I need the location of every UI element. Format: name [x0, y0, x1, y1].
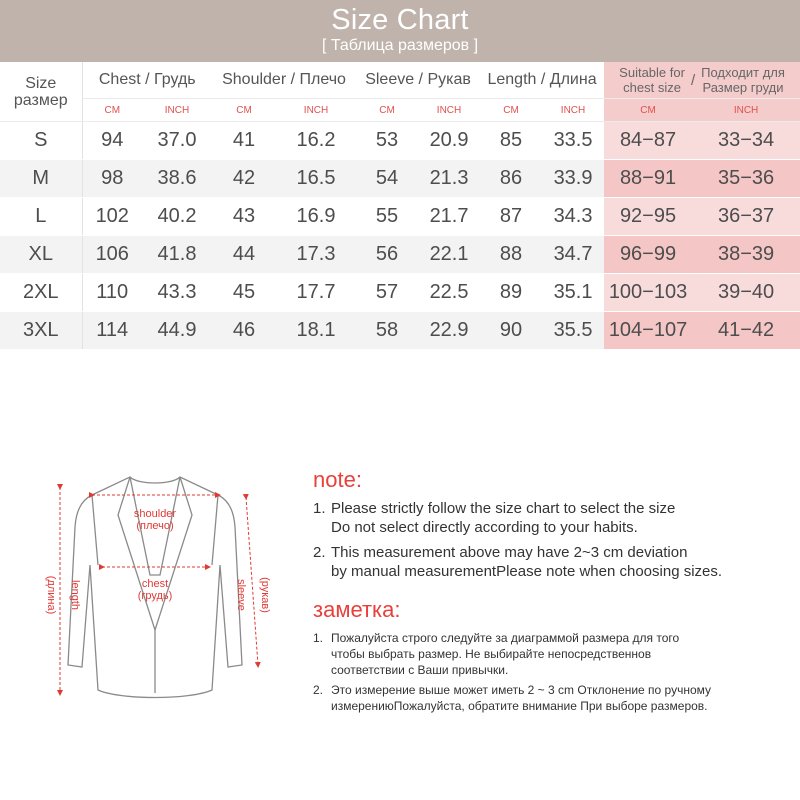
cell-shoulder-cm: 43 [212, 198, 276, 236]
cell-fit-in: 33−34 [692, 122, 800, 160]
cell-sleeve-cm: 56 [356, 236, 418, 274]
cell-chest-in: 40.2 [142, 198, 212, 236]
units-row [0, 99, 800, 122]
cell-size: XL [0, 236, 82, 274]
cell-length-cm: 85 [480, 122, 542, 160]
cell-sleeve-cm: 54 [356, 160, 418, 198]
cell-sleeve-in: 21.3 [418, 160, 480, 198]
chest-ru-label: (грудь) [137, 590, 173, 602]
cell-chest-in: 43.3 [142, 274, 212, 312]
ru-note-item-2: 2. Это измерение выше может иметь 2 ~ 3 cm Отклонение по ручному измерениюПожалуйста, обратите внимание При выборе размеров. [313, 683, 712, 713]
shoulder-label: shoulder [133, 508, 177, 520]
table-row [0, 122, 800, 160]
sleeve-column-header: Sleeve / Рукав [356, 62, 480, 99]
cell-shoulder-cm: 46 [212, 312, 276, 350]
note-item-2: 2. This measurement above may have 2~3 cm deviation by manual measurementPlease note when choosing sizes. [313, 544, 723, 580]
cell-fit-cm: 100−103 [604, 274, 692, 312]
cell-fit-in: 39−40 [692, 274, 800, 312]
cell-fit-cm: 88−91 [604, 160, 692, 198]
cell-length-cm: 86 [480, 160, 542, 198]
cell-chest-cm: 98 [82, 160, 142, 198]
ru-note-title: заметка: [313, 597, 401, 622]
shoulder-ru-label: (плечо) [136, 520, 174, 532]
cell-chest-cm: 106 [82, 236, 142, 274]
cell-length-cm: 90 [480, 312, 542, 350]
cell-size: S [0, 122, 82, 160]
table-row [0, 160, 800, 198]
unit-cm: CM [480, 99, 542, 122]
cell-sleeve-cm: 53 [356, 122, 418, 160]
chest-column-header: Chest / Грудь [82, 62, 212, 99]
size-column-header: Size размер [0, 62, 82, 122]
length-ru-label: (длина) [45, 575, 57, 615]
cell-fit-cm: 104−107 [604, 312, 692, 350]
cell-shoulder-in: 16.2 [276, 122, 356, 160]
note-item-1: 1. Please strictly follow the size chart to select the size Do not select directly according to your habits. [313, 500, 676, 536]
unit-inch: INCH [276, 99, 356, 122]
suitable-en-label: Suitable for chest size [619, 65, 685, 95]
length-label: length [69, 580, 81, 610]
table-row [0, 198, 800, 236]
cell-length-in: 33.9 [542, 160, 604, 198]
note-title: note: [313, 467, 362, 492]
cell-chest-cm: 94 [82, 122, 142, 160]
size-chart-header [0, 0, 800, 62]
jacket-measurement-diagram [30, 455, 280, 730]
shoulder-column-header: Shoulder / Плечо [212, 62, 356, 99]
cell-shoulder-cm: 44 [212, 236, 276, 274]
unit-inch: INCH [142, 99, 212, 122]
suitable-chest-column-header [604, 62, 800, 99]
cell-shoulder-cm: 42 [212, 160, 276, 198]
length-column-header: Length / Длина [480, 62, 604, 99]
cell-shoulder-in: 18.1 [276, 312, 356, 350]
cell-sleeve-in: 22.5 [418, 274, 480, 312]
sleeve-ru-label: (рукав) [259, 577, 271, 613]
cell-size: M [0, 160, 82, 198]
suitable-ru-label: Подходит для Размер груди [701, 65, 785, 95]
cell-length-cm: 87 [480, 198, 542, 236]
cell-length-in: 35.5 [542, 312, 604, 350]
sleeve-label: sleeve [235, 579, 247, 611]
cell-sleeve-cm: 55 [356, 198, 418, 236]
cell-sleeve-cm: 58 [356, 312, 418, 350]
unit-cm: CM [82, 99, 142, 122]
cell-fit-cm: 92−95 [604, 198, 692, 236]
cell-chest-in: 38.6 [142, 160, 212, 198]
cell-chest-cm: 114 [82, 312, 142, 350]
chest-label: chest [141, 578, 169, 590]
cell-length-in: 33.5 [542, 122, 604, 160]
table-row [0, 274, 800, 312]
cell-sleeve-in: 22.9 [418, 312, 480, 350]
page-title: Size Chart [331, 4, 469, 36]
cell-chest-in: 41.8 [142, 236, 212, 274]
cell-size: L [0, 198, 82, 236]
table-row [0, 236, 800, 274]
suitable-separator: / [690, 71, 696, 89]
cell-shoulder-cm: 41 [212, 122, 276, 160]
cell-fit-in: 35−36 [692, 160, 800, 198]
cell-sleeve-in: 22.1 [418, 236, 480, 274]
table-row [0, 312, 800, 350]
cell-size: 2XL [0, 274, 82, 312]
unit-inch: INCH [692, 99, 800, 122]
cell-fit-cm: 84−87 [604, 122, 692, 160]
unit-inch: INCH [542, 99, 604, 122]
cell-sleeve-cm: 57 [356, 274, 418, 312]
cell-chest-cm: 102 [82, 198, 142, 236]
cell-length-in: 34.7 [542, 236, 604, 274]
unit-inch: INCH [418, 99, 480, 122]
cell-fit-cm: 96−99 [604, 236, 692, 274]
cell-chest-in: 37.0 [142, 122, 212, 160]
cell-shoulder-in: 17.3 [276, 236, 356, 274]
cell-chest-in: 44.9 [142, 312, 212, 350]
cell-length-cm: 88 [480, 236, 542, 274]
unit-cm: CM [604, 99, 692, 122]
cell-size: 3XL [0, 312, 82, 350]
cell-sleeve-in: 21.7 [418, 198, 480, 236]
cell-shoulder-in: 17.7 [276, 274, 356, 312]
cell-fit-in: 36−37 [692, 198, 800, 236]
cell-length-in: 35.1 [542, 274, 604, 312]
cell-shoulder-in: 16.9 [276, 198, 356, 236]
cell-shoulder-cm: 45 [212, 274, 276, 312]
ru-note-item-1: 1. Пожалуйста строго следуйте за диаграммой размера для того чтобы выбрать размер. Не выбирайте непосредственнов соответствии с Ваши привычки. [313, 631, 680, 677]
page-subtitle: [ Таблица размеров ] [321, 37, 479, 54]
cell-length-in: 34.3 [542, 198, 604, 236]
cell-length-cm: 89 [480, 274, 542, 312]
size-table [0, 62, 800, 350]
cell-chest-cm: 110 [82, 274, 142, 312]
cell-fit-in: 38−39 [692, 236, 800, 274]
unit-cm: CM [356, 99, 418, 122]
unit-cm: CM [212, 99, 276, 122]
cell-sleeve-in: 20.9 [418, 122, 480, 160]
cell-fit-in: 41−42 [692, 312, 800, 350]
cell-shoulder-in: 16.5 [276, 160, 356, 198]
